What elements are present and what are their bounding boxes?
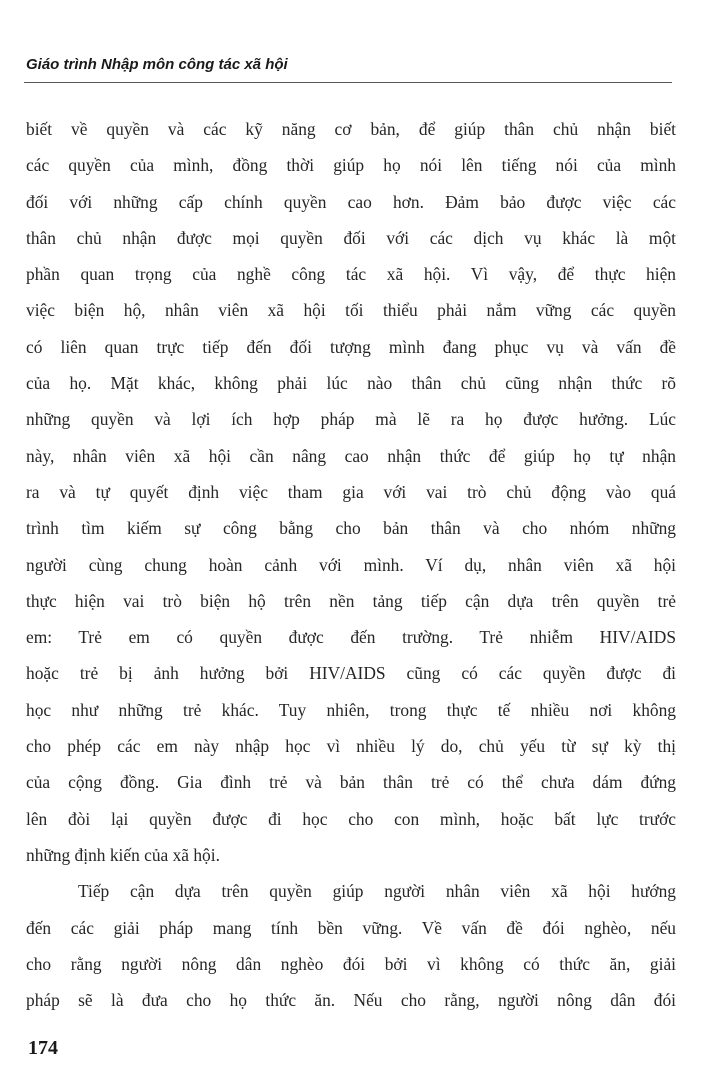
text-line: hoặc trẻ bị ảnh hưởng bởi HIV/AIDS cũng có các quyền được đi bbox=[26, 663, 676, 684]
text-line: đối với những cấp chính quyền cao hơn. Đảm bảo được việc các bbox=[26, 191, 676, 212]
text-line: của cộng đồng. Gia đình trẻ và bản thân trẻ có thể chưa dám đứng bbox=[26, 772, 676, 793]
text-line: các quyền của mình, đồng thời giúp họ nói lên tiếng nói của mình bbox=[26, 155, 676, 176]
text-line: cho rằng người nông dân nghèo đói bởi vì không có thức ăn, giải bbox=[26, 953, 676, 974]
text-line: cho phép các em này nhập học vì nhiều lý do, chủ yếu từ sự kỳ thị bbox=[26, 736, 676, 757]
header-rule bbox=[24, 82, 672, 83]
running-header: Giáo trình Nhập môn công tác xã hội bbox=[26, 56, 288, 73]
text-line: việc biện hộ, nhân viên xã hội tối thiểu phải nắm vững các quyền bbox=[26, 300, 676, 321]
text-line: thực hiện vai trò biện hộ trên nền tảng tiếp cận dựa trên quyền trẻ bbox=[26, 590, 676, 611]
text-line: đến các giải pháp mang tính bền vững. Về vấn đề đói nghèo, nếu bbox=[26, 917, 676, 938]
text-line: trình tìm kiếm sự công bằng cho bản thân và cho nhóm những bbox=[26, 518, 676, 539]
text-line: có liên quan trực tiếp đến đối tượng mình đang phục vụ và vấn đề bbox=[26, 336, 676, 357]
page-number: 174 bbox=[28, 1037, 58, 1059]
text-line: em: Trẻ em có quyền được đến trường. Trẻ nhiễm HIV/AIDS bbox=[26, 627, 676, 648]
text-line: của họ. Mặt khác, không phải lúc nào thân chủ cũng nhận thức rõ bbox=[26, 373, 676, 394]
text-line: những quyền và lợi ích hợp pháp mà lẽ ra họ được hưởng. Lúc bbox=[26, 409, 676, 430]
text-line: ra và tự quyết định việc tham gia với vai trò chủ động vào quá bbox=[26, 481, 676, 502]
text-line: học như những trẻ khác. Tuy nhiên, trong thực tế nhiều nơi không bbox=[26, 699, 676, 720]
text-line: này, nhân viên xã hội cần nâng cao nhận thức để giúp họ tự nhận bbox=[26, 445, 676, 466]
text-line: người cùng chung hoàn cảnh với mình. Ví dụ, nhân viên xã hội bbox=[26, 554, 676, 575]
text-line: những định kiến của xã hội. bbox=[26, 844, 220, 865]
body-text bbox=[26, 111, 676, 1018]
text-line: phần quan trọng của nghề công tác xã hội. Vì vậy, để thực hiện bbox=[26, 264, 676, 285]
text-line: pháp sẽ là đưa cho họ thức ăn. Nếu cho rằng, người nông dân đói bbox=[26, 990, 676, 1011]
text-line-paragraph-start: Tiếp cận dựa trên quyền giúp người nhân viên xã hội hướng bbox=[78, 881, 676, 902]
text-line: thân chủ nhận được mọi quyền đối với các dịch vụ khác là một bbox=[26, 227, 676, 248]
text-line: lên đòi lại quyền được đi học cho con mình, hoặc bất lực trước bbox=[26, 808, 676, 829]
text-line: biết về quyền và các kỹ năng cơ bản, để giúp thân chủ nhận biết bbox=[26, 119, 676, 139]
